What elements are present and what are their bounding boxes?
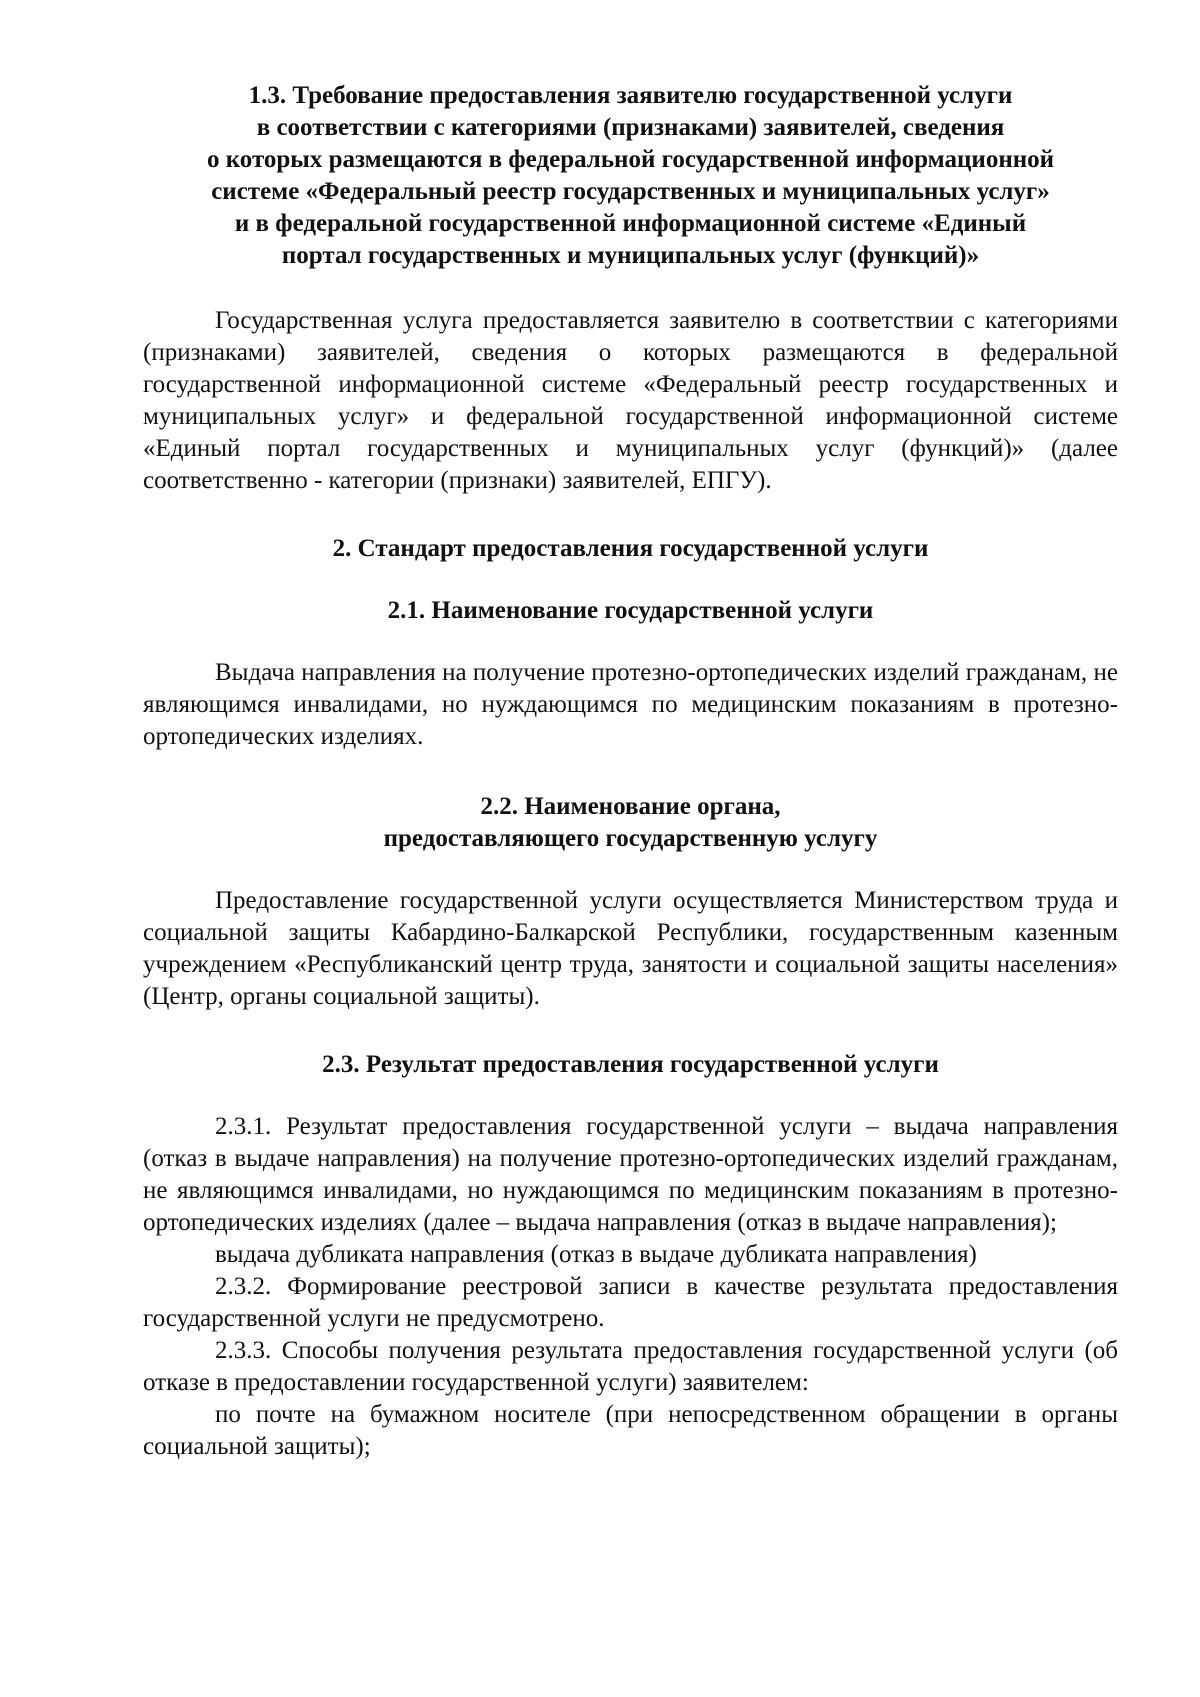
section-1-3-heading xyxy=(143,80,1118,272)
section-2-1-paragraph: Выдача направления на получение протезно-ортопедических изделий гражданам, не являющимся инвалидами, но нуждающимся по медицинским показаниям в протезно-ортопедических изделиях. xyxy=(143,659,1118,750)
paragraph-2-3-1: 2.3.1. Результат предоставления государственной услуги – выдача направления (отказ в выдаче направления) на получение протезно-ортопедических изделий гражданам, не являющимся инвалидами, но нуждающимся по медицинским показаниям в протезно-ортопедических изделиях (далее – выдача направления (отказ в выдаче направления); xyxy=(143,1113,1118,1236)
heading-line: о которых размещаются в федеральной государственной информационной xyxy=(206,146,1055,173)
section-2-3-heading: 2.3. Результат предоставления государственной услуги xyxy=(322,1051,939,1078)
heading-line: предоставляющего государственную услугу xyxy=(383,825,878,852)
paragraph-by-mail: по почте на бумажном носителе (при непосредственном обращении в органы социальной защиты); xyxy=(143,1401,1118,1460)
document-page xyxy=(143,80,1118,1463)
heading-line: системе «Федеральный реестр государственных и муниципальных услуг» xyxy=(211,178,1050,205)
paragraph-2-3-3: 2.3.3. Способы получения результата предоставления государственной услуги (об отказе в предоставлении государственной услуги) заявителем: xyxy=(143,1337,1118,1396)
heading-line: 2.2. Наименование органа, xyxy=(480,793,781,820)
heading-line: 1.3. Требование предоставления заявителю государственной услуги xyxy=(248,82,1013,109)
heading-line: и в федеральной государственной информационной системе «Единый xyxy=(234,210,1027,237)
section-2-heading: 2. Стандарт предоставления государственной услуги xyxy=(332,535,929,562)
paragraph-duplicate: выдача дубликата направления (отказ в выдаче дубликата направления) xyxy=(215,1241,977,1268)
heading-line: портал государственных и муниципальных услуг (функций)» xyxy=(281,242,980,269)
section-2-1-heading: 2.1. Наименование государственной услуги xyxy=(387,597,874,624)
section-1-3-paragraph: Государственная услуга предоставляется заявителю в соответствии с категориями (признаками) заявителей, сведения о которых размещаются в федеральной государственной информационной системе «Федеральный реестр государственных и муниципальных услуг» и федеральной государственной информационной системе «Единый портал государственных и муниципальных услуг (функций)» (далее соответственно - категории (признаки) заявителей, ЕПГУ). xyxy=(143,307,1118,494)
paragraph-2-3-2: 2.3.2. Формирование реестровой записи в качестве результата предоставления государственной услуги не предусмотрено. xyxy=(143,1273,1118,1332)
section-2-2-paragraph: Предоставление государственной услуги осуществляется Министерством труда и социальной защиты Кабардино-Балкарской Республики, государственным казенным учреждением «Республиканский центр труда, занятости и социальной защиты населения» (Центр, органы социальной защиты). xyxy=(143,887,1118,1010)
section-2-2-heading xyxy=(143,791,1118,855)
heading-line: в соответствии с категориями (признаками) заявителей, сведения xyxy=(256,114,1005,141)
